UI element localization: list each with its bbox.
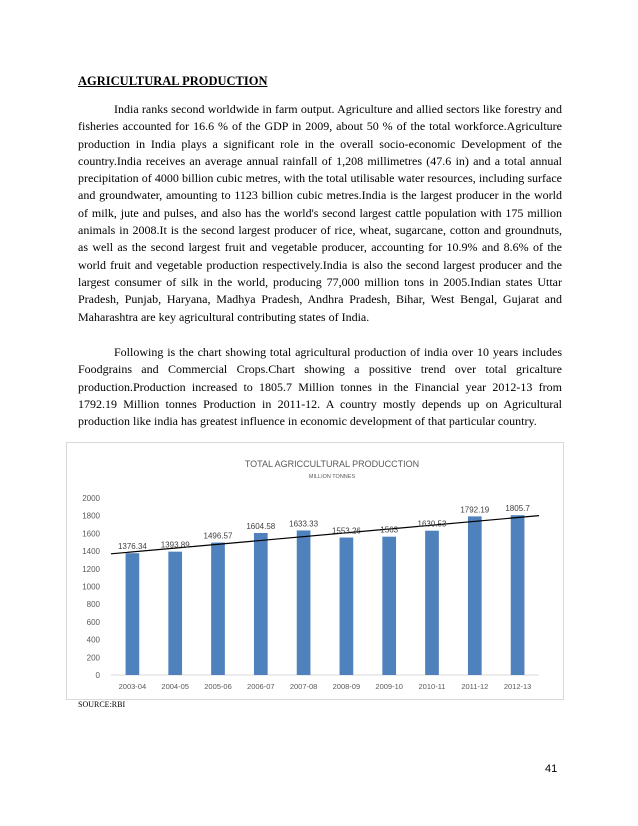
- data-label: 1792.19: [460, 505, 490, 515]
- bar: [168, 552, 182, 675]
- y-tick-label: 1600: [82, 529, 100, 539]
- data-label: 1553.26: [331, 526, 361, 536]
- y-tick-label: 1400: [82, 547, 100, 557]
- x-tick-label: 2011-12: [461, 682, 489, 691]
- chart-title: TOTAL AGRICCULTURAL PRODUCCTION: [244, 459, 420, 469]
- x-tick-label: 2012-13: [503, 682, 532, 691]
- data-label: 1633.33: [289, 519, 319, 529]
- x-axis: [119, 682, 532, 691]
- page-number: 41: [545, 763, 558, 775]
- x-tick-label: 2005-06: [204, 682, 232, 691]
- x-tick-label: 2003-04: [118, 682, 147, 691]
- y-tick-label: 800: [86, 600, 100, 610]
- x-tick-label: 2007-08: [289, 682, 318, 691]
- bar: [511, 515, 525, 675]
- paragraph-1: [78, 101, 562, 326]
- bars-group: [126, 515, 525, 675]
- y-axis: [82, 494, 100, 680]
- data-label: 1496.57: [203, 531, 233, 541]
- data-label: 1805.7: [505, 504, 530, 514]
- bar: [254, 533, 268, 675]
- data-label: 1393.89: [160, 540, 190, 550]
- bar: [126, 553, 140, 675]
- source-note: SOURCE:RBI: [78, 700, 126, 709]
- paragraph-1-text: India ranks second worldwide in farm output. Agriculture and allied sectors like forestry and fisheries accounted for 16.6 % of the GDP in 2009, about 50 % of the total workforce.Agriculture production in India plays a significant role in the overall socio-economic Development of the country.India receives an average annual rainfall of 1,208 millimetres (47.6 in) and a total annual precipitation of 4000 billion cubic metres, with the total utilisable water resources, including surface and groundwater, amounting to 1123 billion cubic metres.India is the largest producer in the world of milk, jute and pulses, and also has the world's second largest cattle population with 175 million animals in 2008.It is the second largest producer of rice, wheat, sugarcane, cotton and groundnuts, as well as the second largest fruit and vegetable producer, accounting for 10.9% and 8.6% of the world fruit and vegetable production respectively.India is also the second largest producer and the largest consumer of silk in the world, producing 77,000 million tons in 2005.Indian states Uttar Pradesh, Punjab, Haryana, Madhya Pradesh, Andhra Pradesh, Bihar, West Bengal, Gujarat and Maharashtra are key agricultural contributing states of India.: [78, 102, 562, 324]
- x-tick-label: 2006-07: [247, 682, 275, 691]
- y-tick-label: 600: [86, 617, 100, 627]
- y-tick-label: 200: [86, 653, 100, 663]
- bar: [468, 516, 482, 675]
- paragraph-2: [78, 344, 562, 430]
- data-label: 1630.53: [417, 519, 447, 529]
- bar: [297, 530, 311, 675]
- y-tick-label: 1000: [82, 582, 100, 592]
- y-tick-label: 1200: [82, 564, 100, 574]
- bar: [211, 543, 225, 675]
- x-tick-label: 2010-11: [418, 682, 446, 691]
- data-label: 1604.58: [246, 521, 276, 531]
- y-tick-label: 400: [86, 635, 100, 645]
- bar: [425, 531, 439, 675]
- x-tick-label: 2004-05: [161, 682, 189, 691]
- x-tick-label: 2009-10: [375, 682, 403, 691]
- paragraph-2-text: Following is the chart showing total agricultural production of india over 10 years includes Foodgrains and Commercial Crops.Chart showing a possitive trend over total gricalture production.Production increased to 1805.7 Million tonnes in the Financial year 2012-13 from 1792.19 Million tonnes Production in 2011-12. A country mostly depends up on Agricultural production like india has greatest influence in economic development of that particular country.: [78, 345, 562, 429]
- y-tick-label: 1800: [82, 511, 100, 521]
- chart-subtitle: MILLION TONNES: [308, 474, 356, 480]
- data-label: 1563: [380, 525, 399, 535]
- section-heading: AGRICULTURAL PRODUCTION: [78, 74, 268, 88]
- x-tick-label: 2008-09: [332, 682, 361, 691]
- chart-svg: [67, 443, 563, 699]
- y-tick-label: 0: [95, 671, 100, 680]
- bar: [382, 537, 396, 675]
- data-label: 1376.34: [117, 542, 147, 552]
- production-chart: [66, 442, 564, 700]
- y-tick-label: 2000: [82, 494, 100, 503]
- bar: [340, 538, 354, 675]
